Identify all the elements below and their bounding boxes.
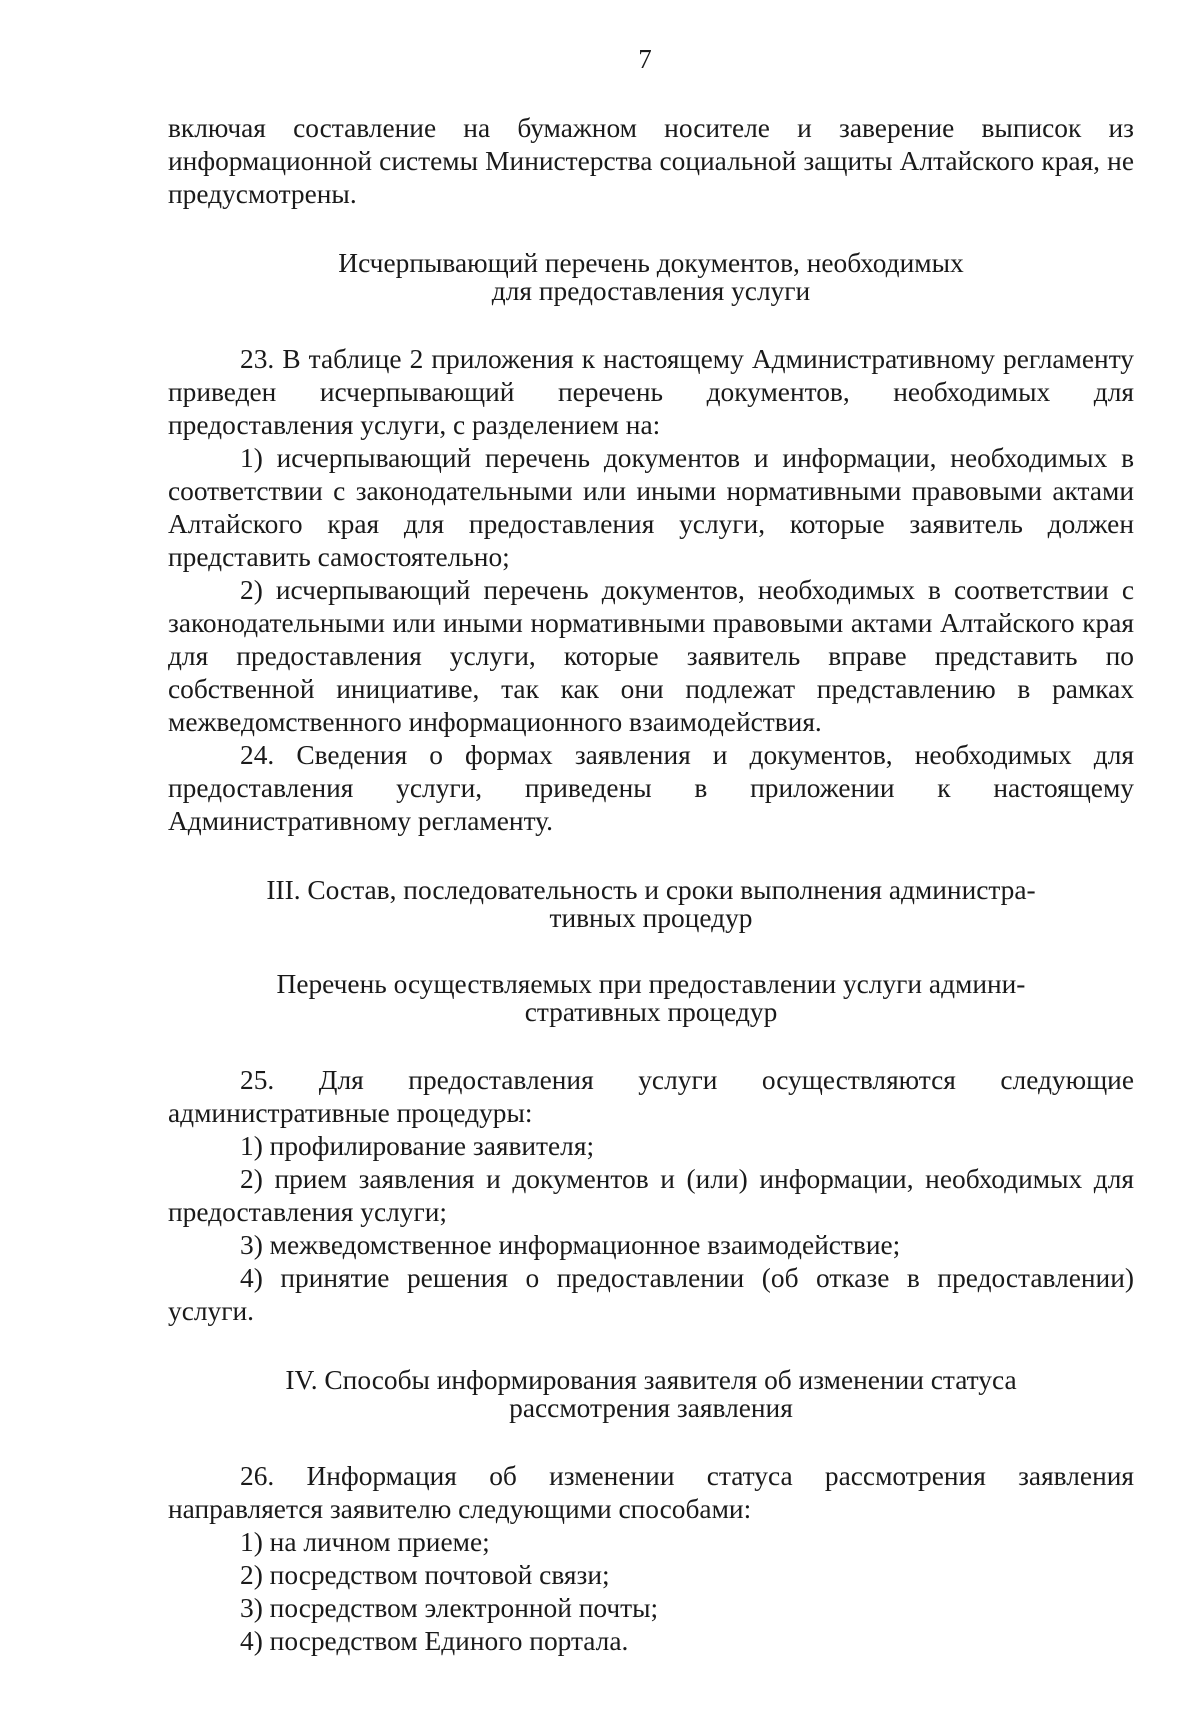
- spacer: [168, 1422, 1134, 1460]
- heading-line: для предоставления услуги: [491, 276, 811, 306]
- heading-line: Исчерпывающий перечень документов, необходимых: [338, 248, 964, 278]
- heading-line: тивных процедур: [549, 903, 753, 933]
- document-body: [168, 112, 1134, 1658]
- section-heading-documents: [168, 249, 1134, 305]
- spacer: [168, 932, 1134, 970]
- paragraph-25-item-3: 3) межведомственное информационное взаимодействие;: [240, 1230, 901, 1260]
- paragraph-26-item-3: 3) посредством электронной почты;: [240, 1593, 659, 1623]
- paragraph-23: 23. В таблице 2 приложения к настоящему Административному регламенту приведен исчерпывающий перечень документов, необходимых для предоставления услуги, с разделением на:: [168, 344, 1134, 440]
- page-number: 7: [638, 44, 652, 74]
- spacer: [168, 211, 1134, 249]
- paragraph-26-item-2: 2) посредством почтовой связи;: [240, 1560, 610, 1590]
- paragraph-26-item-4: 4) посредством Единого портала.: [240, 1626, 629, 1656]
- paragraph-23-item-2: 2) исчерпывающий перечень документов, необходимых в соответствии с законодательными или иными нормативными правовыми актами Алтайского края для предоставления услуги, которые заявитель вправе представить по собственной инициативе, так как они подлежат представлению в рамках межведомственного информационного взаимодействия.: [168, 575, 1134, 737]
- heading-line: III. Состав, последовательность и сроки выполнения администра-: [266, 875, 1036, 905]
- paragraph-26-item-1: 1) на личном приеме;: [240, 1527, 490, 1557]
- heading-line: Перечень осуществляемых при предоставлении услуги админи-: [276, 969, 1026, 999]
- spacer: [168, 1328, 1134, 1366]
- heading-line: рассмотрения заявления: [509, 1393, 793, 1423]
- paragraph-25-item-4: 4) принятие решения о предоставлении (об отказе в предоставлении) услуги.: [168, 1263, 1134, 1326]
- heading-line: IV. Способы информирования заявителя об изменении статуса: [285, 1365, 1017, 1395]
- spacer: [168, 1026, 1134, 1064]
- section-heading-iii: [168, 876, 1134, 932]
- paragraph-25-item-1: 1) профилирование заявителя;: [240, 1131, 595, 1161]
- section-heading-iv: [168, 1366, 1134, 1422]
- paragraph-25-item-2: 2) прием заявления и документов и (или) информации, необходимых для предоставления услуги;: [168, 1164, 1134, 1227]
- paragraph-25: 25. Для предоставления услуги осуществляются следующие административные процедуры:: [168, 1065, 1134, 1128]
- paragraph-23-item-1: 1) исчерпывающий перечень документов и информации, необходимых в соответствии с законодательными или иными нормативными правовыми актами Алтайского края для предоставления услуги, которые заявитель должен представить самостоятельно;: [168, 443, 1134, 572]
- spacer: [168, 305, 1134, 343]
- paragraph-24: 24. Сведения о формах заявления и документов, необходимых для предоставления услуги, приведены в приложении к настоящему Административному регламенту.: [168, 740, 1134, 836]
- paragraph-continuation: включая составление на бумажном носителе и заверение выписок из информационной системы Министерства социальной защиты Алтайского края, не предусмотрены.: [168, 113, 1134, 209]
- paragraph-26: 26. Информация об изменении статуса рассмотрения заявления направляется заявителю следующими способами:: [168, 1461, 1134, 1524]
- heading-line: стративных процедур: [524, 997, 778, 1027]
- spacer: [168, 838, 1134, 876]
- subsection-heading-procedures: [168, 970, 1134, 1026]
